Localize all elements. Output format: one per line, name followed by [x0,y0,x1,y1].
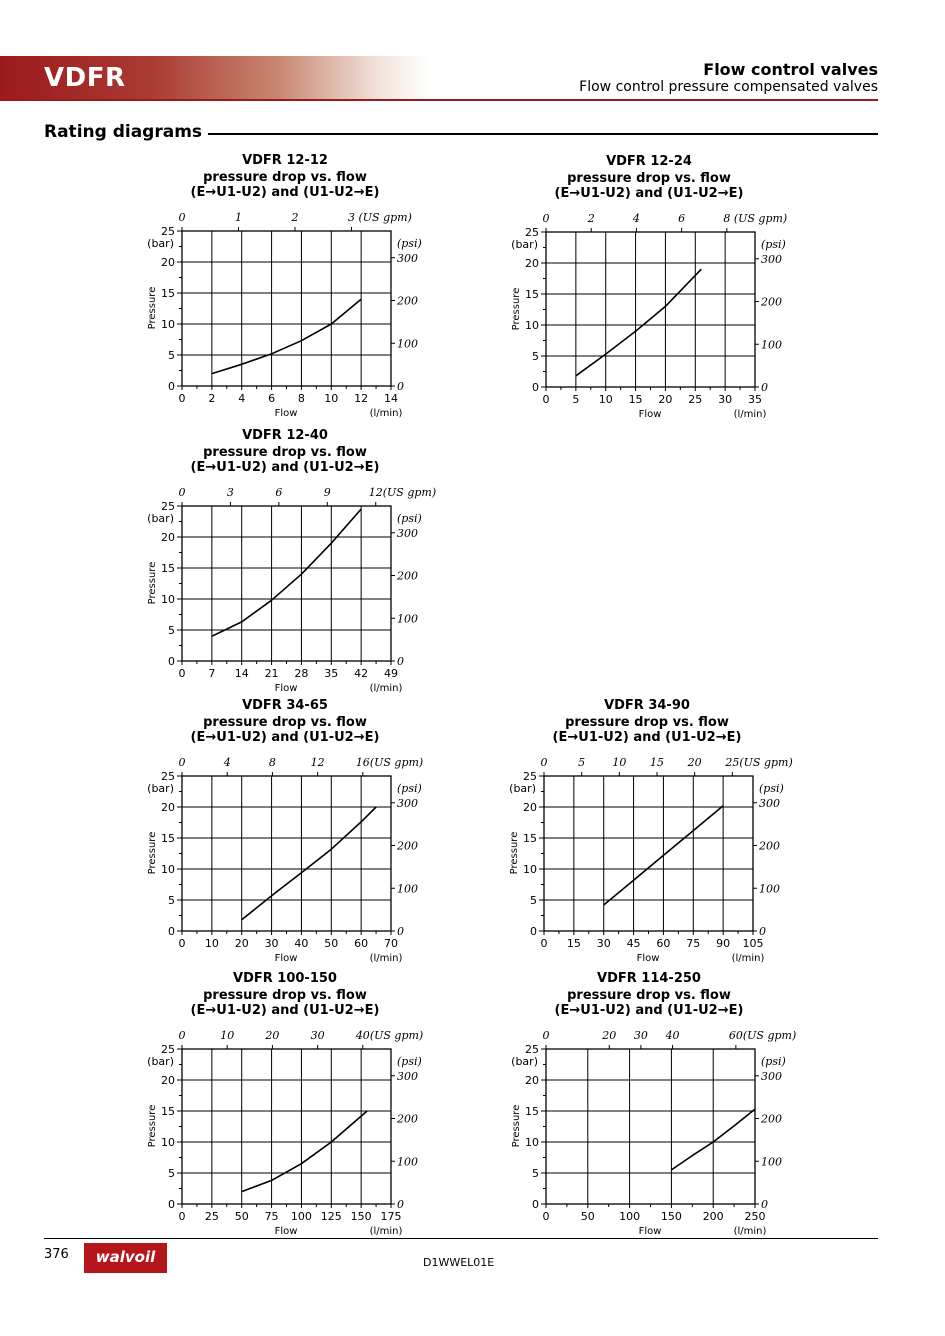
x-tick-label: 75 [686,937,701,950]
top-axis-unit: (US gpm) [733,212,788,225]
y-tick-label: 0 [168,380,175,393]
chart-subtitle-line: pressure drop vs. flow [567,988,731,1003]
y-tick-label: 5 [532,350,539,363]
top-tick-label: 12 [368,486,383,499]
top-tick-label: 8 [723,212,731,225]
header-rule [0,99,878,101]
x-tick-label: 10 [598,393,613,406]
top-tick-label: 9 [323,486,331,499]
plot-frame [182,1049,391,1204]
x-tick-label: 0 [542,1210,550,1223]
category-subtitle: Flow control pressure compensated valves [579,79,878,95]
chart-subtitle-line: pressure drop vs. flow [203,715,367,730]
chart-title: VDFR 12-12 [242,153,328,168]
plot-frame [546,232,755,387]
right-tick-label: 300 [397,796,418,810]
x-tick-label: 28 [294,667,309,680]
x-tick-label: 35 [748,393,762,406]
plot-frame [182,231,391,386]
top-tick-label: 16 [355,756,370,769]
y-axis-label: Pressure [147,561,158,605]
x-tick-label: 90 [716,937,731,950]
top-tick-label: 0 [178,486,186,499]
right-tick-label: 0 [397,925,404,938]
top-tick-label: 6 [678,212,686,225]
x-tick-label: 42 [354,667,369,680]
x-tick-label: 105 [742,937,764,950]
top-tick-label: 25 [725,756,740,769]
top-axis-unit: (US gpm) [369,1029,424,1042]
top-tick-label: 12 [310,756,325,769]
x-tick-label: 0 [178,392,186,405]
chart-svg [504,968,797,1238]
top-tick-label: 1 [235,211,243,224]
x-axis-unit: (l/min) [369,953,403,964]
y-tick-label: 0 [168,1198,175,1211]
top-axis-unit: (US gpm) [742,1029,797,1042]
x-tick-label: 20 [234,937,249,950]
top-tick-label: 10 [612,756,627,769]
right-axis-unit: (psi) [759,782,784,795]
right-tick-label: 0 [397,655,404,668]
y-axis-label: Pressure [509,831,520,875]
x-tick-label: 6 [268,392,276,405]
x-tick-label: 14 [384,392,398,405]
rating-diagram-vdfr-34-90 [502,695,793,965]
top-tick-label: 5 [578,756,586,769]
x-tick-label: 15 [628,393,643,406]
x-axis-label: Flow [274,683,298,694]
rating-diagram-vdfr-34-65 [140,695,424,965]
x-tick-label: 7 [208,667,216,680]
y-tick-label: 10 [161,1136,175,1149]
y-tick-label: 20 [525,1074,539,1087]
y-tick-label: 5 [168,624,175,637]
top-tick-label: 10 [220,1029,235,1042]
x-axis-unit: (l/min) [369,683,403,694]
right-axis-unit: (psi) [761,238,786,251]
y-tick-label: 10 [525,1136,539,1149]
chart-svg [504,151,788,421]
chart-subtitle-line: (E→U1-U2) and (U1-U2→E) [552,730,742,745]
x-axis-label: Flow [274,408,298,419]
x-axis-unit: (l/min) [733,1226,767,1237]
chart-title: VDFR 12-24 [606,154,692,169]
y-axis-unit: (bar) [147,1055,174,1068]
x-tick-label: 30 [596,937,611,950]
right-tick-label: 200 [397,294,418,308]
right-tick-label: 100 [761,338,782,352]
y-tick-label: 10 [523,863,537,876]
x-tick-label: 50 [234,1210,249,1223]
right-tick-label: 300 [397,251,418,265]
y-tick-label: 15 [525,288,539,301]
chart-subtitle-line: pressure drop vs. flow [203,988,367,1003]
chart-svg [140,425,437,695]
top-tick-label: 0 [178,211,186,224]
right-axis-unit: (psi) [397,782,422,795]
x-tick-label: 175 [380,1210,402,1223]
x-tick-label: 25 [688,393,703,406]
chart-title: VDFR 12-40 [242,428,328,443]
right-tick-label: 200 [397,1112,418,1126]
top-tick-label: 8 [268,756,276,769]
right-tick-label: 0 [761,1198,768,1211]
top-axis-unit: (US gpm) [358,211,412,224]
chart-subtitle-line: (E→U1-U2) and (U1-U2→E) [190,460,380,475]
top-tick-label: 2 [587,212,595,225]
pressure-drop-curve [212,509,361,636]
right-tick-label: 300 [761,252,782,266]
plot-frame [544,776,753,931]
top-tick-label: 0 [542,1029,550,1042]
y-axis-unit: (bar) [509,782,536,795]
top-axis-unit: (US gpm) [369,756,424,769]
x-tick-label: 0 [542,393,550,406]
y-axis-label: Pressure [147,286,158,330]
right-tick-label: 100 [759,882,780,896]
chart-title: VDFR 114-250 [597,971,701,986]
chart-svg [502,695,793,965]
y-tick-label: 20 [523,801,537,814]
x-axis-unit: (l/min) [369,408,403,419]
right-tick-label: 100 [397,1155,418,1169]
rating-diagram-vdfr-100-150 [140,968,424,1238]
x-tick-label: 150 [350,1210,372,1223]
chart-svg [140,150,420,420]
right-axis-unit: (psi) [397,237,422,250]
x-tick-label: 150 [660,1210,682,1223]
y-axis-unit: (bar) [147,782,174,795]
x-tick-label: 30 [264,937,279,950]
x-axis-unit: (l/min) [369,1226,403,1237]
x-tick-label: 40 [294,937,309,950]
y-tick-label: 10 [161,863,175,876]
right-tick-label: 300 [761,1069,782,1083]
top-tick-label: 40 [355,1029,370,1042]
x-tick-label: 100 [290,1210,312,1223]
chart-subtitle-line: (E→U1-U2) and (U1-U2→E) [190,730,380,745]
right-tick-label: 200 [397,569,418,583]
y-tick-label: 15 [523,832,537,845]
x-tick-label: 50 [324,937,339,950]
pressure-drop-curve [242,1111,367,1192]
y-tick-label: 0 [168,655,175,668]
right-axis-unit: (psi) [397,1055,422,1068]
x-tick-label: 10 [324,392,339,405]
x-axis-label: Flow [274,953,298,964]
y-tick-label: 20 [525,257,539,270]
top-tick-label: 2 [291,211,299,224]
right-axis-unit: (psi) [397,512,422,525]
y-tick-label: 20 [161,801,175,814]
x-tick-label: 25 [204,1210,219,1223]
y-axis-unit: (bar) [511,1055,538,1068]
top-tick-label: 20 [265,1029,280,1042]
y-tick-label: 10 [161,593,175,606]
chart-subtitle-line: pressure drop vs. flow [203,445,367,460]
x-tick-label: 45 [626,937,641,950]
x-tick-label: 0 [178,937,186,950]
x-tick-label: 30 [718,393,733,406]
y-tick-label: 5 [530,894,537,907]
right-tick-label: 0 [397,1198,404,1211]
pressure-drop-curve [576,269,701,376]
y-tick-label: 15 [161,832,175,845]
x-tick-label: 0 [178,1210,186,1223]
y-tick-label: 0 [168,925,175,938]
top-tick-label: 0 [178,756,186,769]
x-tick-label: 60 [656,937,671,950]
x-tick-label: 60 [354,937,369,950]
top-tick-label: 30 [310,1029,325,1042]
x-tick-label: 8 [297,392,305,405]
top-tick-label: 20 [687,756,702,769]
x-tick-label: 70 [384,937,398,950]
x-axis-label: Flow [638,409,662,420]
top-tick-label: 4 [223,756,231,769]
y-axis-unit: (bar) [147,237,174,250]
y-tick-label: 15 [161,562,175,575]
right-tick-label: 0 [759,925,766,938]
y-axis-unit: (bar) [147,512,174,525]
y-tick-label: 25 [161,500,175,513]
top-tick-label: 40 [665,1029,680,1042]
top-tick-label: 0 [178,1029,186,1042]
top-tick-label: 20 [602,1029,617,1042]
x-axis-unit: (l/min) [731,953,765,964]
y-tick-label: 0 [532,1198,539,1211]
right-tick-label: 100 [397,882,418,896]
plot-frame [182,776,391,931]
y-axis-label: Pressure [147,831,158,875]
walvoil-logo [84,1243,167,1273]
y-tick-label: 5 [168,1167,175,1180]
category-title: Flow control valves [703,60,878,79]
x-tick-label: 100 [619,1210,641,1223]
top-tick-label: 0 [540,756,548,769]
page-number: 376 [44,1247,69,1262]
x-tick-label: 200 [702,1210,724,1223]
top-axis-unit: (US gpm) [739,756,793,769]
top-tick-label: 0 [542,212,550,225]
y-axis-label: Pressure [511,1104,522,1148]
pressure-drop-curve [242,807,376,920]
chart-subtitle-line: (E→U1-U2) and (U1-U2→E) [554,186,744,201]
right-tick-label: 200 [761,295,782,309]
y-tick-label: 25 [525,1043,539,1056]
y-tick-label: 15 [161,1105,175,1118]
x-axis-label: Flow [638,1226,662,1237]
right-tick-label: 0 [397,380,404,393]
x-tick-label: 0 [178,667,186,680]
right-tick-label: 200 [759,839,780,853]
pressure-drop-curve [212,299,361,373]
x-tick-label: 21 [264,667,279,680]
x-tick-label: 50 [580,1210,595,1223]
y-tick-label: 25 [161,225,175,238]
x-tick-label: 14 [234,667,249,680]
top-tick-label: 30 [633,1029,648,1042]
y-tick-label: 25 [161,770,175,783]
y-axis-label: Pressure [147,1104,158,1148]
document-code: D1WWEL01E [423,1256,495,1269]
top-tick-label: 3 [348,211,356,224]
chart-svg [140,968,424,1238]
plot-frame [546,1049,755,1204]
y-axis-label: Pressure [511,287,522,331]
rating-diagram-vdfr-114-250 [504,968,797,1238]
footer-rule [44,1238,878,1239]
x-tick-label: 12 [354,392,369,405]
y-tick-label: 5 [532,1167,539,1180]
top-tick-label: 6 [275,486,283,499]
y-tick-label: 0 [532,381,539,394]
y-tick-label: 25 [523,770,537,783]
section-title: Rating diagrams [44,122,208,142]
plot-frame [182,506,391,661]
x-tick-label: 0 [540,937,548,950]
x-tick-label: 10 [204,937,219,950]
y-tick-label: 15 [525,1105,539,1118]
x-tick-label: 20 [658,393,673,406]
x-tick-label: 2 [208,392,216,405]
top-tick-label: 4 [632,212,640,225]
right-tick-label: 300 [759,796,780,810]
chart-title: VDFR 34-65 [242,698,328,713]
x-tick-label: 35 [324,667,339,680]
x-axis-label: Flow [274,1226,298,1237]
y-tick-label: 20 [161,1074,175,1087]
right-tick-label: 200 [397,839,418,853]
y-axis-unit: (bar) [511,238,538,251]
right-tick-label: 200 [761,1112,782,1126]
chart-title: VDFR 34-90 [604,698,690,713]
y-tick-label: 5 [168,349,175,362]
x-axis-label: Flow [636,953,660,964]
chart-subtitle-line: (E→U1-U2) and (U1-U2→E) [190,1003,380,1018]
chart-title: VDFR 100-150 [233,971,337,986]
x-tick-label: 49 [384,667,398,680]
product-title: VDFR [44,63,126,93]
x-tick-label: 4 [238,392,246,405]
y-tick-label: 20 [161,256,175,269]
x-tick-label: 15 [566,937,581,950]
y-tick-label: 25 [525,226,539,239]
rating-diagram-vdfr-12-40 [140,425,437,695]
right-tick-label: 100 [397,337,418,351]
x-tick-label: 75 [264,1210,279,1223]
y-tick-label: 10 [161,318,175,331]
right-tick-label: 300 [397,526,418,540]
top-axis-unit: (US gpm) [382,486,437,499]
x-tick-label: 250 [744,1210,766,1223]
right-tick-label: 100 [397,612,418,626]
chart-subtitle-line: pressure drop vs. flow [565,715,729,730]
chart-subtitle-line: (E→U1-U2) and (U1-U2→E) [554,1003,744,1018]
top-tick-label: 15 [650,756,665,769]
x-tick-label: 125 [320,1210,342,1223]
chart-subtitle-line: (E→U1-U2) and (U1-U2→E) [190,185,380,200]
rating-diagram-vdfr-12-24 [504,151,788,421]
x-axis-unit: (l/min) [733,409,767,420]
y-tick-label: 0 [530,925,537,938]
x-tick-label: 5 [572,393,580,406]
y-tick-label: 20 [161,531,175,544]
chart-subtitle-line: pressure drop vs. flow [567,171,731,186]
logo-wordmark: walvoil [95,1248,156,1266]
top-tick-label: 3 [226,486,234,499]
y-tick-label: 25 [161,1043,175,1056]
top-tick-label: 60 [728,1029,743,1042]
chart-subtitle-line: pressure drop vs. flow [203,170,367,185]
right-tick-label: 0 [761,381,768,394]
y-tick-label: 5 [168,894,175,907]
y-tick-label: 15 [161,287,175,300]
right-tick-label: 100 [761,1155,782,1169]
chart-svg [140,695,424,965]
y-tick-label: 10 [525,319,539,332]
right-axis-unit: (psi) [761,1055,786,1068]
rating-diagram-vdfr-12-12 [140,150,420,420]
right-tick-label: 300 [397,1069,418,1083]
